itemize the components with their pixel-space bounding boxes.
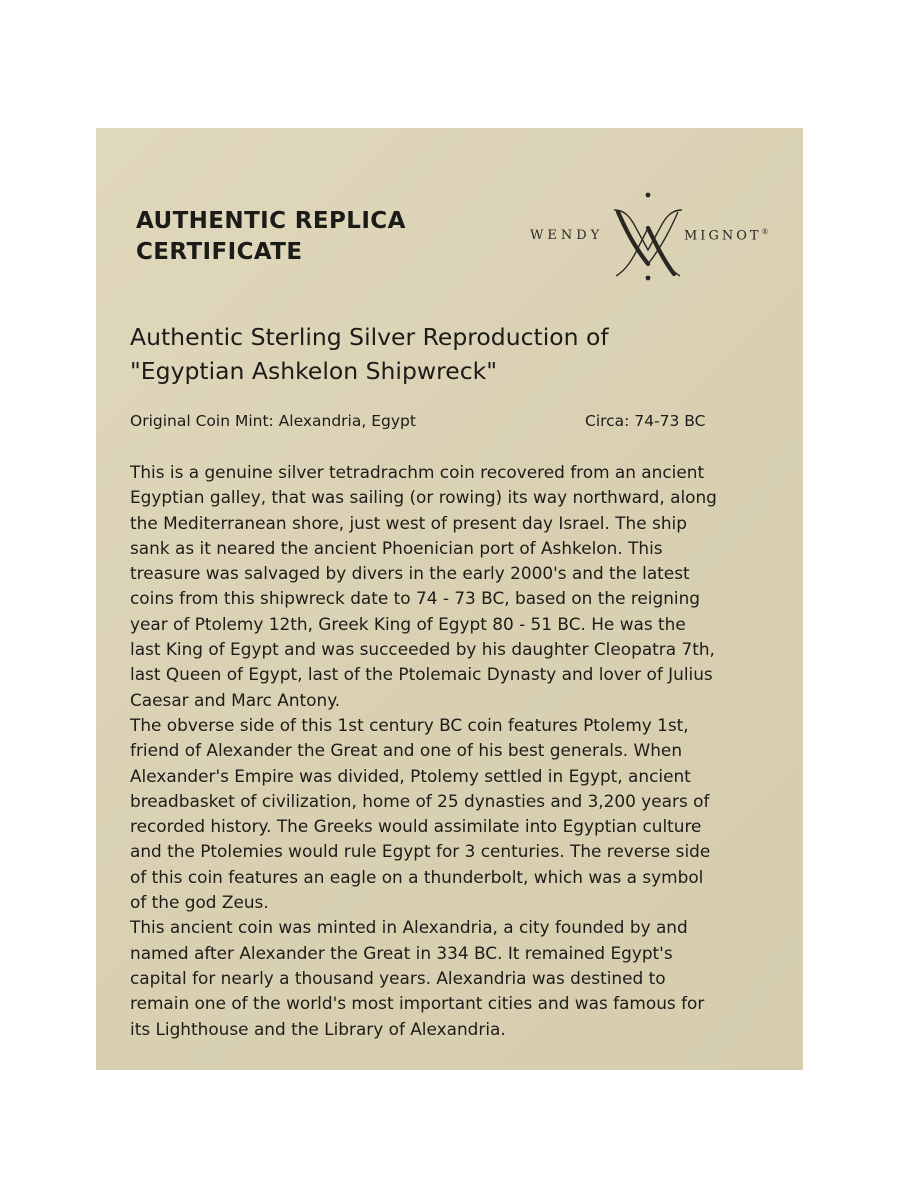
wm-monogram-icon — [608, 190, 688, 282]
certificate-title-line: AUTHENTIC REPLICA — [136, 208, 406, 234]
description-line: friend of Alexander the Great and one of his best generals. When — [130, 740, 683, 761]
brand-logo — [526, 190, 786, 282]
description-line: sank as it neared the ancient Phoenician port of Ashkelon. This — [130, 537, 663, 558]
description-line: This is a genuine silver tetradrachm coin recovered from an ancient — [130, 462, 705, 482]
description-line: year of Ptolemy 12th, Greek King of Egypt 80 - 51 BC. He was the — [130, 613, 686, 634]
coin-subtitle — [130, 320, 609, 388]
description-line: This ancient coin was minted in Alexandria, a city founded by and — [130, 917, 688, 938]
coin-subtitle-line: "Egyptian Ashkelon Shipwreck" — [130, 357, 498, 385]
description-line: Alexander's Empire was divided, Ptolemy settled in Egypt, ancient — [130, 765, 691, 786]
original-mint: Original Coin Mint: Alexandria, Egypt — [130, 412, 416, 430]
description-line: of the god Zeus. — [130, 892, 269, 913]
description-line: of this coin features an eagle on a thunderbolt, which was a symbol — [130, 866, 704, 887]
description-line: Egyptian galley, that was sailing (or rowing) its way northward, along — [130, 487, 717, 508]
description-line: coins from this shipwreck date to 74 - 73 BC, based on the reigning — [130, 588, 701, 609]
description-line: last Queen of Egypt, last of the Ptolemaic Dynasty and lover of Julius — [130, 664, 713, 685]
description-line: last King of Egypt and was succeeded by his daughter Cleopatra 7th, — [130, 639, 715, 660]
description-body — [130, 460, 790, 1042]
certificate-card — [96, 128, 803, 1070]
circa-date: Circa: 74-73 BC — [585, 412, 706, 430]
description-line: capital for nearly a thousand years. Alexandria was destined to — [130, 967, 666, 988]
brand-name-last — [684, 228, 769, 243]
registered-mark: ® — [761, 228, 769, 236]
brand-name-first: WENDY — [530, 228, 604, 243]
description-line: The obverse side of this 1st century BC coin features Ptolemy 1st, — [130, 714, 689, 735]
description-line: named after Alexander the Great in 334 BC. It remained Egypt's — [130, 942, 673, 963]
description-line: and the Ptolemies would rule Egypt for 3 centuries. The reverse side — [130, 841, 711, 862]
description-line: Caesar and Marc Antony. — [130, 689, 341, 710]
description-line: treasure was salvaged by divers in the early 2000's and the latest — [130, 563, 690, 584]
brand-name-last-text: MIGNOT — [684, 228, 762, 244]
description-line: breadbasket of civilization, home of 25 dynasties and 3,200 years of — [130, 790, 710, 811]
description-line: the Mediterranean shore, just west of present day Israel. The ship — [130, 512, 687, 533]
certificate-title — [136, 206, 406, 268]
description-line: its Lighthouse and the Library of Alexandria. — [130, 1018, 506, 1039]
coin-subtitle-line: Authentic Sterling Silver Reproduction of — [130, 323, 609, 351]
description-line: remain one of the world's most important cities and was famous for — [130, 993, 705, 1014]
description-line: recorded history. The Greeks would assimilate into Egyptian culture — [130, 816, 702, 837]
certificate-title-line: CERTIFICATE — [136, 239, 303, 265]
